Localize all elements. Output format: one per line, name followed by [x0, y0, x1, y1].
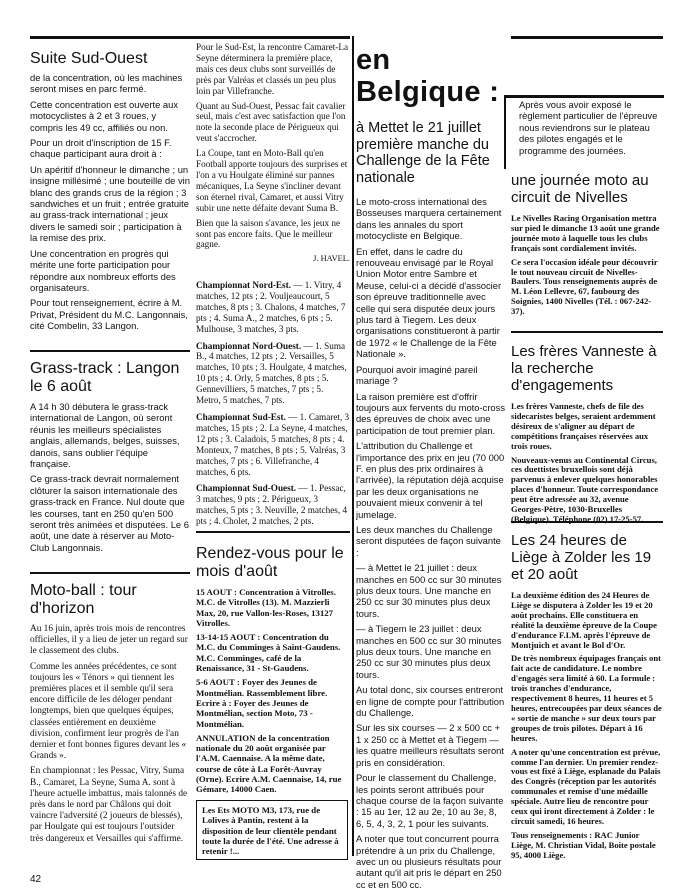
standing-heading: Championnat Nord-Est. [196, 280, 291, 290]
top-rule-right [511, 36, 663, 39]
paragraph: Au total donc, six courses entreront en ligne de compte pour l'attribution du Challenge. [356, 684, 505, 719]
vanneste-section [511, 343, 663, 529]
paragraph: A noter qu'une concentration est prévue, comme l'an dernier. Un premier rendez-vous est fixé à Liège, esplanade du Palais des Congrès (réception par les autorités communales et remise d'une médaille spéciale. Autre lieu de rencontre pour ceux qui iront directement à Zolder : le circuit samedi, 16 heures. [511, 746, 661, 826]
liege-title: Les 24 heures de Liège à Zolder les 19 et 20 août [511, 532, 652, 583]
moto-m3-text: Les Ets MOTO M3, 173, rue de Lolives à Pantin, restent à la disposition de leur clientèle pendant toute la durée de l'été. Une adresse à retenir !... [202, 805, 339, 857]
belgique-title: en Belgique : [356, 44, 500, 108]
divider-col1-a [30, 350, 190, 352]
paragraph: Pour le classement du Challenge, les points seront attribués pour chaque course de la façon suivante : 15 au 1er, 12 au 2e, 10 au 3e, 8, 6, 5, 4, 3, 2, 1 pour les suivants. [356, 772, 504, 829]
nivelles-title: une journée moto au circuit de Nivelles [511, 172, 649, 207]
standing-heading: Championnat Sud-Ouest. [196, 483, 297, 494]
paragraph: Tous renseignements : RAC Junior Liège, M. Christian Vidal, Boite postale 95, 4000 Liège. [511, 829, 656, 860]
suite-sud-ouest-title: Suite Sud-Ouest [30, 50, 148, 67]
standing-heading: Championnat Nord-Ouest. [196, 340, 302, 351]
paragraph: Ce grass-track devrait normalement clôturer la saison internationale des grass-track en France. Nul doute que les courses, tant en 250 qu'en 500 seront très animées et disputées. Le 6 août, une date à réserver au Moto-Club Langonnais. [30, 473, 189, 553]
column-3 [356, 44, 506, 894]
paragraph: A noter que tout concurrent pourra prétendre à un prix du Challenge, avec un ou plusieurs résultats pour autant qu'il ait pris le départ en 250 cc et en 500 cc. [356, 833, 502, 890]
rendez-vous-item: 13-14-15 AOUT : Concentration du M.C. du Comminges à Saint-Gaudens. M.C. Comminges, café de la Renaissance, 31 - St-Gaudens. [196, 632, 341, 674]
paragraph: Nouveaux-venus au Continental Circus, ces duettistes bruxellois sont déjà parvenus à enlever quelques honorables places d'honneur. Toute correspondance peut être adressée au 32, avenue Georges-Pètre, 1030-Bruxelles (Belgique). Téléphone (02) 17-25-57. [511, 454, 659, 524]
paragraph: Pour tout renseignement, écrire à M. Privat, Président du M.C. Langonnais, cité Combelin, 33 Langon. [30, 297, 188, 332]
divider-col1-b [30, 572, 190, 574]
paragraph: La raison première est d'offrir toujours aux fervents du moto-cross des épreuves de choix avec une participation de tout premier plan. [356, 390, 506, 436]
paragraph: de la concentration, où les machines seront mises en parc fermé. [30, 72, 183, 95]
paragraph: La deuxième édition des 24 Heures de Liège se disputera à Zolder les 19 et 20 août prochains. Elle constituera en réalité la deuxième épreuve de la Coupe d'endurance F.I.M. après l'épreuve de Montjuich et avant le Bol d'Or. [511, 590, 657, 650]
rendez-vous-item: ANNULATION de la concentration nationale du 20 août organisée par l'A.M. Caennaise. A la même date, course de côte à La Forêt-Auvray (Orne). Ecrire A.M. Caennaise, 14, rue Gémare, 14000 Caen. [196, 732, 342, 795]
paragraph: Pour un droit d'inscription de 15 F. chaque participant aura droit à : [30, 137, 172, 160]
rendez-vous-title: Rendez-vous pour le mois d'août [196, 545, 344, 580]
paragraph: Quant au Sud-Ouest, Pessac fait cavalier seul, mais c'est avec satisfaction que l'on note la seconde place de Périgueux qui veut s'accrocher. [196, 100, 346, 144]
vanneste-title: Les frères Vanneste à la recherche d'engagements [511, 343, 657, 394]
standing-body: — 1. Vitry, 4 matches, 12 pts ; 2. Vouljeaucourt, 5 matches, 8 pts ; 3. Chalons, 4 matches, 7 pts ; 4. Suma A., 2 matches, 6 pts ; 5. Mulhouse, 3 matches, 3 pts. [196, 280, 346, 334]
paragraph: L'attribution du Challenge et l'importance des prix en jeu (70 000 F. en plus des prix ordinaires à l'arrivée), la réputation déjà acquise par les deux organisations ne pouvaient mieux convenir à tel jumelage. [356, 440, 505, 520]
paragraph: Ce sera l'occasion idéale pour découvrir le tout nouveau circuit de Nivelles-Baulers. Tous renseignements auprès de M. Léon Lellevre, 67, faubourg des Soignies, 1400 Nivelles (Tél. : 067-242-37). [511, 256, 658, 317]
rendez-vous-item: 5-6 AOUT : Foyer des Jeunes de Montmélian. Rassemblement libre. Ecrire à : Foyer des Jeunes de Montmélian, section Moto, 73 - Montmélian. [196, 677, 328, 729]
signature: J. HAVEL. [313, 254, 350, 264]
grass-track-title: Grass-track : Langon le 6 août [30, 360, 180, 395]
paragraph: Le Nivelles Racing Organisation mettra sur pied le dimanche 13 août une grande journée moto à laquelle tous les clubs français sont cordialement invités. [511, 213, 660, 253]
page-number: 42 [30, 874, 42, 885]
standing-sud-ouest [196, 483, 350, 527]
column-divider [352, 36, 354, 856]
paragraph: Comme les années précédentes, ce sont toujours les « Ténors » qui tiennent les premières places et il semble qu'il sera encore difficile de les déloger pendant longtemps, bien que quelques équipes, classées entièrement en deuxième division, confirment leur progrès de l'an dernier et font bonnes figures devant les « Grands ». [30, 661, 187, 762]
paragraph: Au 16 juin, après trois mois de rencontres officielles, il y a lieu de jeter un regard sur le classement des clubs. [30, 624, 188, 657]
liege-section [511, 532, 663, 865]
column-2 [196, 42, 350, 265]
column-1-motoball [30, 582, 190, 849]
rendez-vous-item: 15 AOUT : Concentration à Vitrolles. M.C. de Vitrolles (13). M. Mazzierli Max, 20, rue Vallon-les-Roses, 13127 Vitrolles. [196, 587, 336, 628]
moto-m3-box [196, 800, 348, 860]
paragraph: Cette concentration est ouverte aux motocyclistes à 2 et 3 roues, y compris les 49 cc, affiliés ou non. [30, 98, 179, 133]
standing-body: — 1. Camaret, 3 matches, 15 pts ; 2. La Seyne, 4 matches, 12 pts ; 3. Caladois, 5 matches, 8 pts ; 4. Monteux, 7 matches, 8 pts ; 5. Valréas, 3 matches, 7 pts ; 6. Villefranche, 4 matches, 6 pts. [196, 411, 350, 477]
paragraph: Pour le Sud-Est, la rencontre Camaret-La Seyne déterminera la première place, mais ces deux clubs sont surveillés de près par Valréas et classés un peu plus loin par Villefranche. [196, 42, 349, 96]
paragraph: — à Tiegem le 23 juillet : deux manches en 500 cc sur 30 minutes plus deux tours. Une manche en 250 cc sur 30 minutes plus deux tours. [356, 623, 502, 680]
standing-nord-est [196, 280, 350, 335]
standing-sud-est [196, 412, 350, 477]
paragraph: Les deux manches du Challenge seront disputées de façon suivante : [356, 523, 501, 558]
paragraph: La Coupe, tant en Moto-Ball qu'en Football apporte toujours des surprises et l'on a vu Houlgate éliminé sur pannes mécaniques, La Seyne s'incliner devant son éternel rival, Camaret, et aussi Vitry subir une nette défaite devant Suma B. [196, 148, 348, 213]
standing-body: — 1. Suma B., 4 matches, 12 pts ; 2. Versailles, 5 matches, 10 pts ; 3. Houlgate, 4 matches, 10 pts ; 4. Orly, 5 matches, 8 pts ; 5. Gennevilliers, 5 matches, 7 pts ; 5. Metro, 5 matches, 7 pts. [196, 340, 347, 406]
standing-body: — 1. Pessac, 3 matches, 9 pts ; 2. Périgueux, 3 matches, 5 pts ; 3. Neuville, 2 matches, 4 pts ; 4. Cholet, 2 matches, 2 pts. [196, 483, 348, 527]
paragraph: Le moto-cross international des Bosseuses marquera certainement dans les annales du sport motocycliste en Belgique. [356, 196, 502, 242]
standing-heading: Championnat Sud-Est. [196, 411, 286, 422]
paragraph: En championnat : les Pessac, Vitry, Suma B., Camaret, La Seyne, Suma A. sont à l'heure actuelle imbattus, mais talonnés de près dans le nord par Châlons qui doit vaincre l'adversité (2 joueurs de blessés), par Houlgate qui est toujours l'outsider très dangereux et Versailles qui s'affirme. [30, 766, 188, 844]
paragraph: Une concentration en progrès qui mérite une forte participation pour répondre aux nombreux efforts des organisateurs. [30, 247, 176, 293]
standings [196, 280, 350, 533]
paragraph: — à Mettet le 21 juillet : deux manches en 500 cc sur 30 minutes plus deux tours. Une manche en 250 cc sur 30 minutes plus deux tours. [356, 562, 502, 619]
paragraph: Après vous avoir exposé le règlement particulier de l'épreuve nous reviendrons sur le plateau des pilotes engagés et le programme des journées. [519, 99, 658, 156]
paragraph: Un apéritif d'honneur le dimanche ; un insigne millésimé ; une bouteille de vin blanc des grands crus de la région ; 3 sandwiches et un fruit ; entrée gratuite au grass-track international ; jeux divers le samedi soir ; participation à la remise des prix. [30, 163, 190, 244]
top-rule-left [30, 36, 350, 39]
paragraph: Les frères Vanneste, chefs de file des sidecaristes belges, seraient ardemment désireux de s'aligner au départ de compétitions françaises réservées aux trois roues. [511, 401, 656, 451]
paragraph: A 14 h 30 débutera le grass-track international de Langon, où seront réunis les meilleurs spécialistes anglais, allemands, belges, suisses, danois, sans oublier l'équipe française. [30, 401, 180, 470]
belgique-frame [504, 95, 664, 98]
paragraph: Pourquoi avoir imaginé pareil mariage ? [356, 363, 478, 387]
standing-nord-ouest [196, 341, 350, 406]
moto-ball-title: Moto-ball : tour d'horizon [30, 582, 137, 617]
paragraph: De très nombreux équipages français ont fait acte de candidature. Le nombre d'engagés sera limité à 60. La formule : trois tranches d'endurance, respectivement 8 heures, 11 heures et 5 heures, entrecoupées par deux séances de « sortie de manche » sur deux tours par groupes de trois pilotes. Départ à 16 heures. [511, 653, 662, 743]
rendez-vous-section [196, 545, 350, 799]
mettet-title: à Mettet le 21 juillet première manche du Challenge de la Fête nationale [356, 120, 490, 186]
column-4 [511, 99, 663, 321]
divider-col4-a [511, 331, 663, 333]
column-1-grasstrack [30, 360, 190, 557]
column-1 [30, 50, 190, 336]
paragraph: En effet, dans le cadre du renouveau envisagé par le Royal Union Motor entre Sambre et Meuse, celui-ci a décidé d'associer son épreuve traditionnelle avec celle qui sera disputée deux jours plus tard à Tiegem. Les deux organisations constitueront à partir de 1972 « le Challenge de la Fête Nationale ». [356, 245, 502, 360]
paragraph: Sur les six courses — 2 x 500 cc + 1 x 250 cc à Mettet et à Tiegem — les quatre meilleurs résultats seront pris en considération. [356, 722, 504, 768]
paragraph: Bien que la saison s'avance, les jeux ne sont pas encore faits. Que le meilleur gagne. [196, 217, 341, 250]
